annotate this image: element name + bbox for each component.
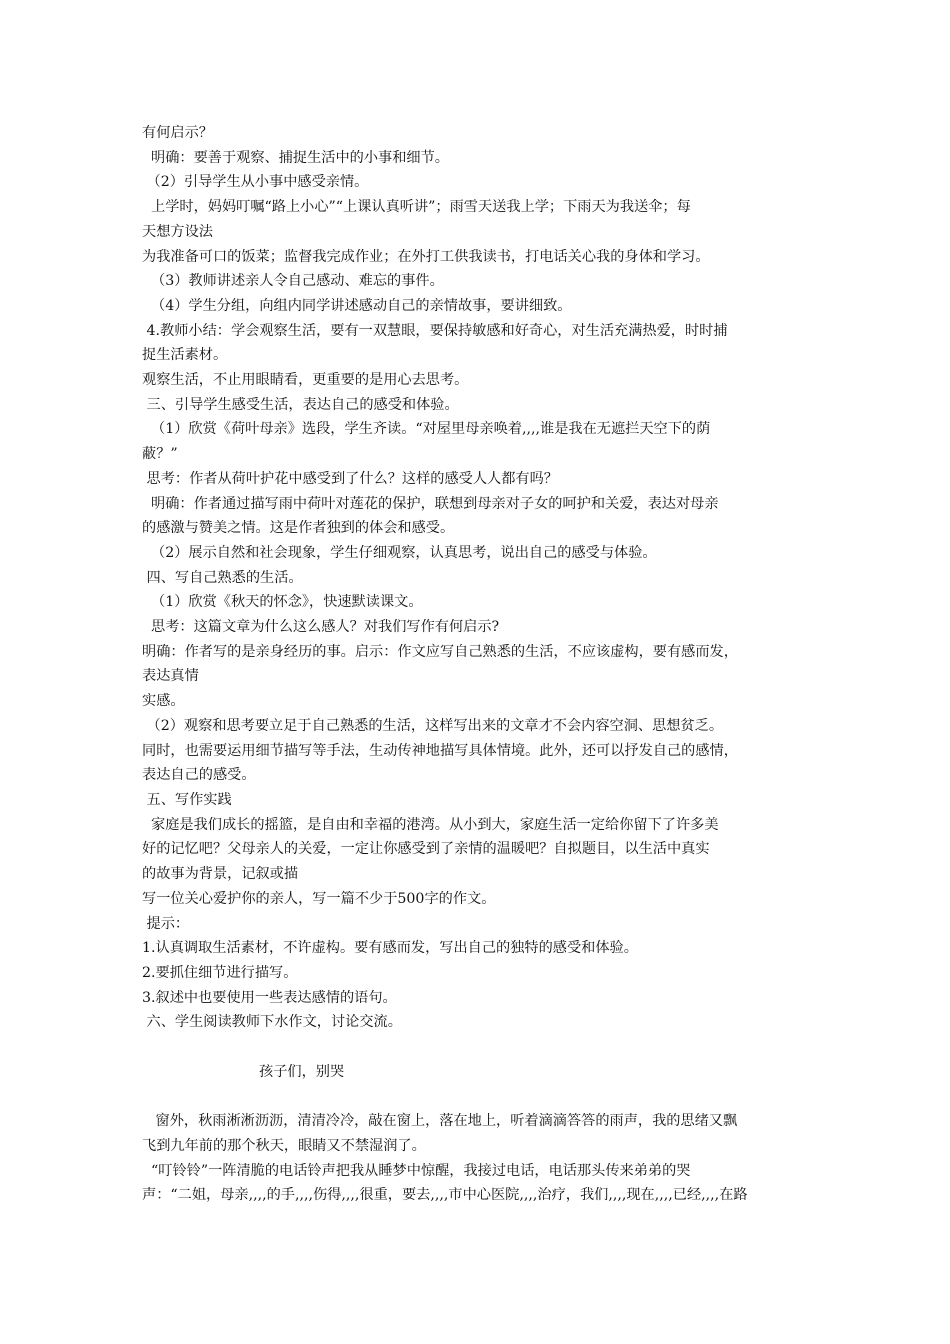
text-line: （2）展示自然和社会现象，学生仔细观察，认真思考，说出自己的感受与体验。 — [142, 544, 657, 561]
text-line: 有何启示？ — [142, 125, 213, 141]
text-line: 实感。 — [142, 693, 185, 710]
text-line: 的故事为背景，记叙或描 — [142, 866, 299, 883]
text-line: 3.叙述中也要使用一些表达感情的语句。 — [142, 989, 397, 1006]
text-line: 2.要抓住细节进行描写。 — [142, 964, 298, 981]
text-line: （1）欣赏《荷叶母亲》选段，学生齐读。“对屋里母亲唤着,,,,谁是我在无遮拦天空下的荫 — [142, 421, 711, 438]
text-line: 上学时，妈妈叮嘱“路上小心”“上课认真听讲”；雨雪天送我上学；下雨天为我送伞；每 — [142, 199, 691, 216]
text-line: 明确：要善于观察、捕捉生活中的小事和细节。 — [142, 149, 449, 166]
text-line: 思考：作者从荷叶护花中感受到了什么？这样的感受人人都有吗？ — [142, 470, 558, 487]
document-page — [142, 121, 818, 1208]
text-line: 表达真情 — [142, 668, 199, 685]
blank-line — [142, 1084, 818, 1109]
text-line: 好的记忆吧？父母亲人的关爱，一定让你感受到了亲情的温暖吧？自拟题目，以生活中真实 — [142, 841, 710, 858]
text-line: “叮铃铃”一阵清脆的电话铃声把我从睡梦中惊醒，我接过电话，电话那头传来弟弟的哭 — [142, 1162, 691, 1179]
text-line: 五、写作实践 — [142, 791, 232, 808]
document-body-part2 — [142, 1109, 818, 1208]
text-line: 同时，也需要运用细节描写等手法，生动传神地描写具体情境。此外，还可以抒发自己的感情， — [142, 742, 738, 759]
text-line: 为我准备可口的饭菜；监督我完成作业；在外打工供我读书，打电话关心我的身体和学习。 — [142, 248, 710, 265]
text-line: 思考：这篇文章为什么这么感人？对我们写作有何启示? — [142, 619, 500, 636]
text-line: 明确：作者通过描写雨中荷叶对莲花的保护，联想到母亲对子女的呵护和关爱，表达对母亲 — [142, 495, 719, 512]
text-line: 六、学生阅读教师下水作文，讨论交流。 — [142, 1014, 402, 1031]
text-line: 飞到九年前的那个秋天，眼睛又不禁湿润了。 — [142, 1137, 426, 1154]
text-line: （2）引导学生从小事中感受亲情。 — [142, 174, 369, 191]
text-line: 4.教师小结：学会观察生活，要有一双慧眼，要保持敏感和好奇心，对生活充满热爱，时时捕 — [142, 322, 728, 339]
text-line: （2）观察和思考要立足于自己熟悉的生活，这样写出来的文章才不会内容空洞、思想贫乏。 — [142, 717, 724, 734]
text-line: 天想方设法 — [142, 223, 213, 240]
document-body-part1 — [142, 121, 818, 1035]
text-line: 提示： — [142, 915, 190, 932]
text-line: （1）欣赏《秋天的怀念》，快速默读课文。 — [142, 594, 423, 611]
text-line: 表达自己的感受。 — [142, 767, 256, 784]
blank-line — [142, 1035, 818, 1060]
text-line: 1.认真调取生活素材，不许虚构。要有感而发，写出自己的独特的感受和体验。 — [142, 940, 638, 957]
text-line: 窗外，秋雨淅淅沥沥，清清冷冷，敲在窗上，落在地上，听着滴滴答答的雨声，我的思绪又飘 — [142, 1113, 738, 1130]
text-line: （3）教师讲述亲人令自己感动、难忘的事件。 — [142, 273, 444, 290]
text-line: 写一位关心爱护你的亲人，写一篇不少于500字的作文。 — [142, 890, 496, 907]
text-line: 观察生活，不止用眼睛看，更重要的是用心去思考。 — [142, 372, 469, 389]
text-line: （4）学生分组，向组内同学讲述感动自己的亲情故事，要讲细致。 — [142, 297, 572, 314]
text-line: 四、写自己熟悉的生活。 — [142, 569, 303, 586]
text-line: 的感激与赞美之情。这是作者独到的体会和感受。 — [142, 520, 455, 537]
text-line: 明确：作者写的是亲身经历的事。启示：作文应写自己熟悉的生活，不应该虚构，要有感而发， — [142, 643, 738, 660]
text-line: 捉生活素材。 — [142, 347, 228, 364]
text-line: 声：“二姐，母亲,,,,的手,,,,伤得,,,,很重，要去,,,,市中心医院,,,,治疗，我们,,,,现在,,,,已经,,,,在路 — [142, 1187, 748, 1204]
essay-title: 孩子们，别哭 — [259, 1063, 345, 1080]
text-line: 蔽？” — [142, 446, 178, 463]
text-line: 三、引导学生感受生活，表达自己的感受和体验。 — [142, 396, 459, 413]
text-line: 家庭是我们成长的摇篮，是自由和幸福的港湾。从小到大，家庭生活一定给你留下了许多美 — [142, 816, 719, 833]
